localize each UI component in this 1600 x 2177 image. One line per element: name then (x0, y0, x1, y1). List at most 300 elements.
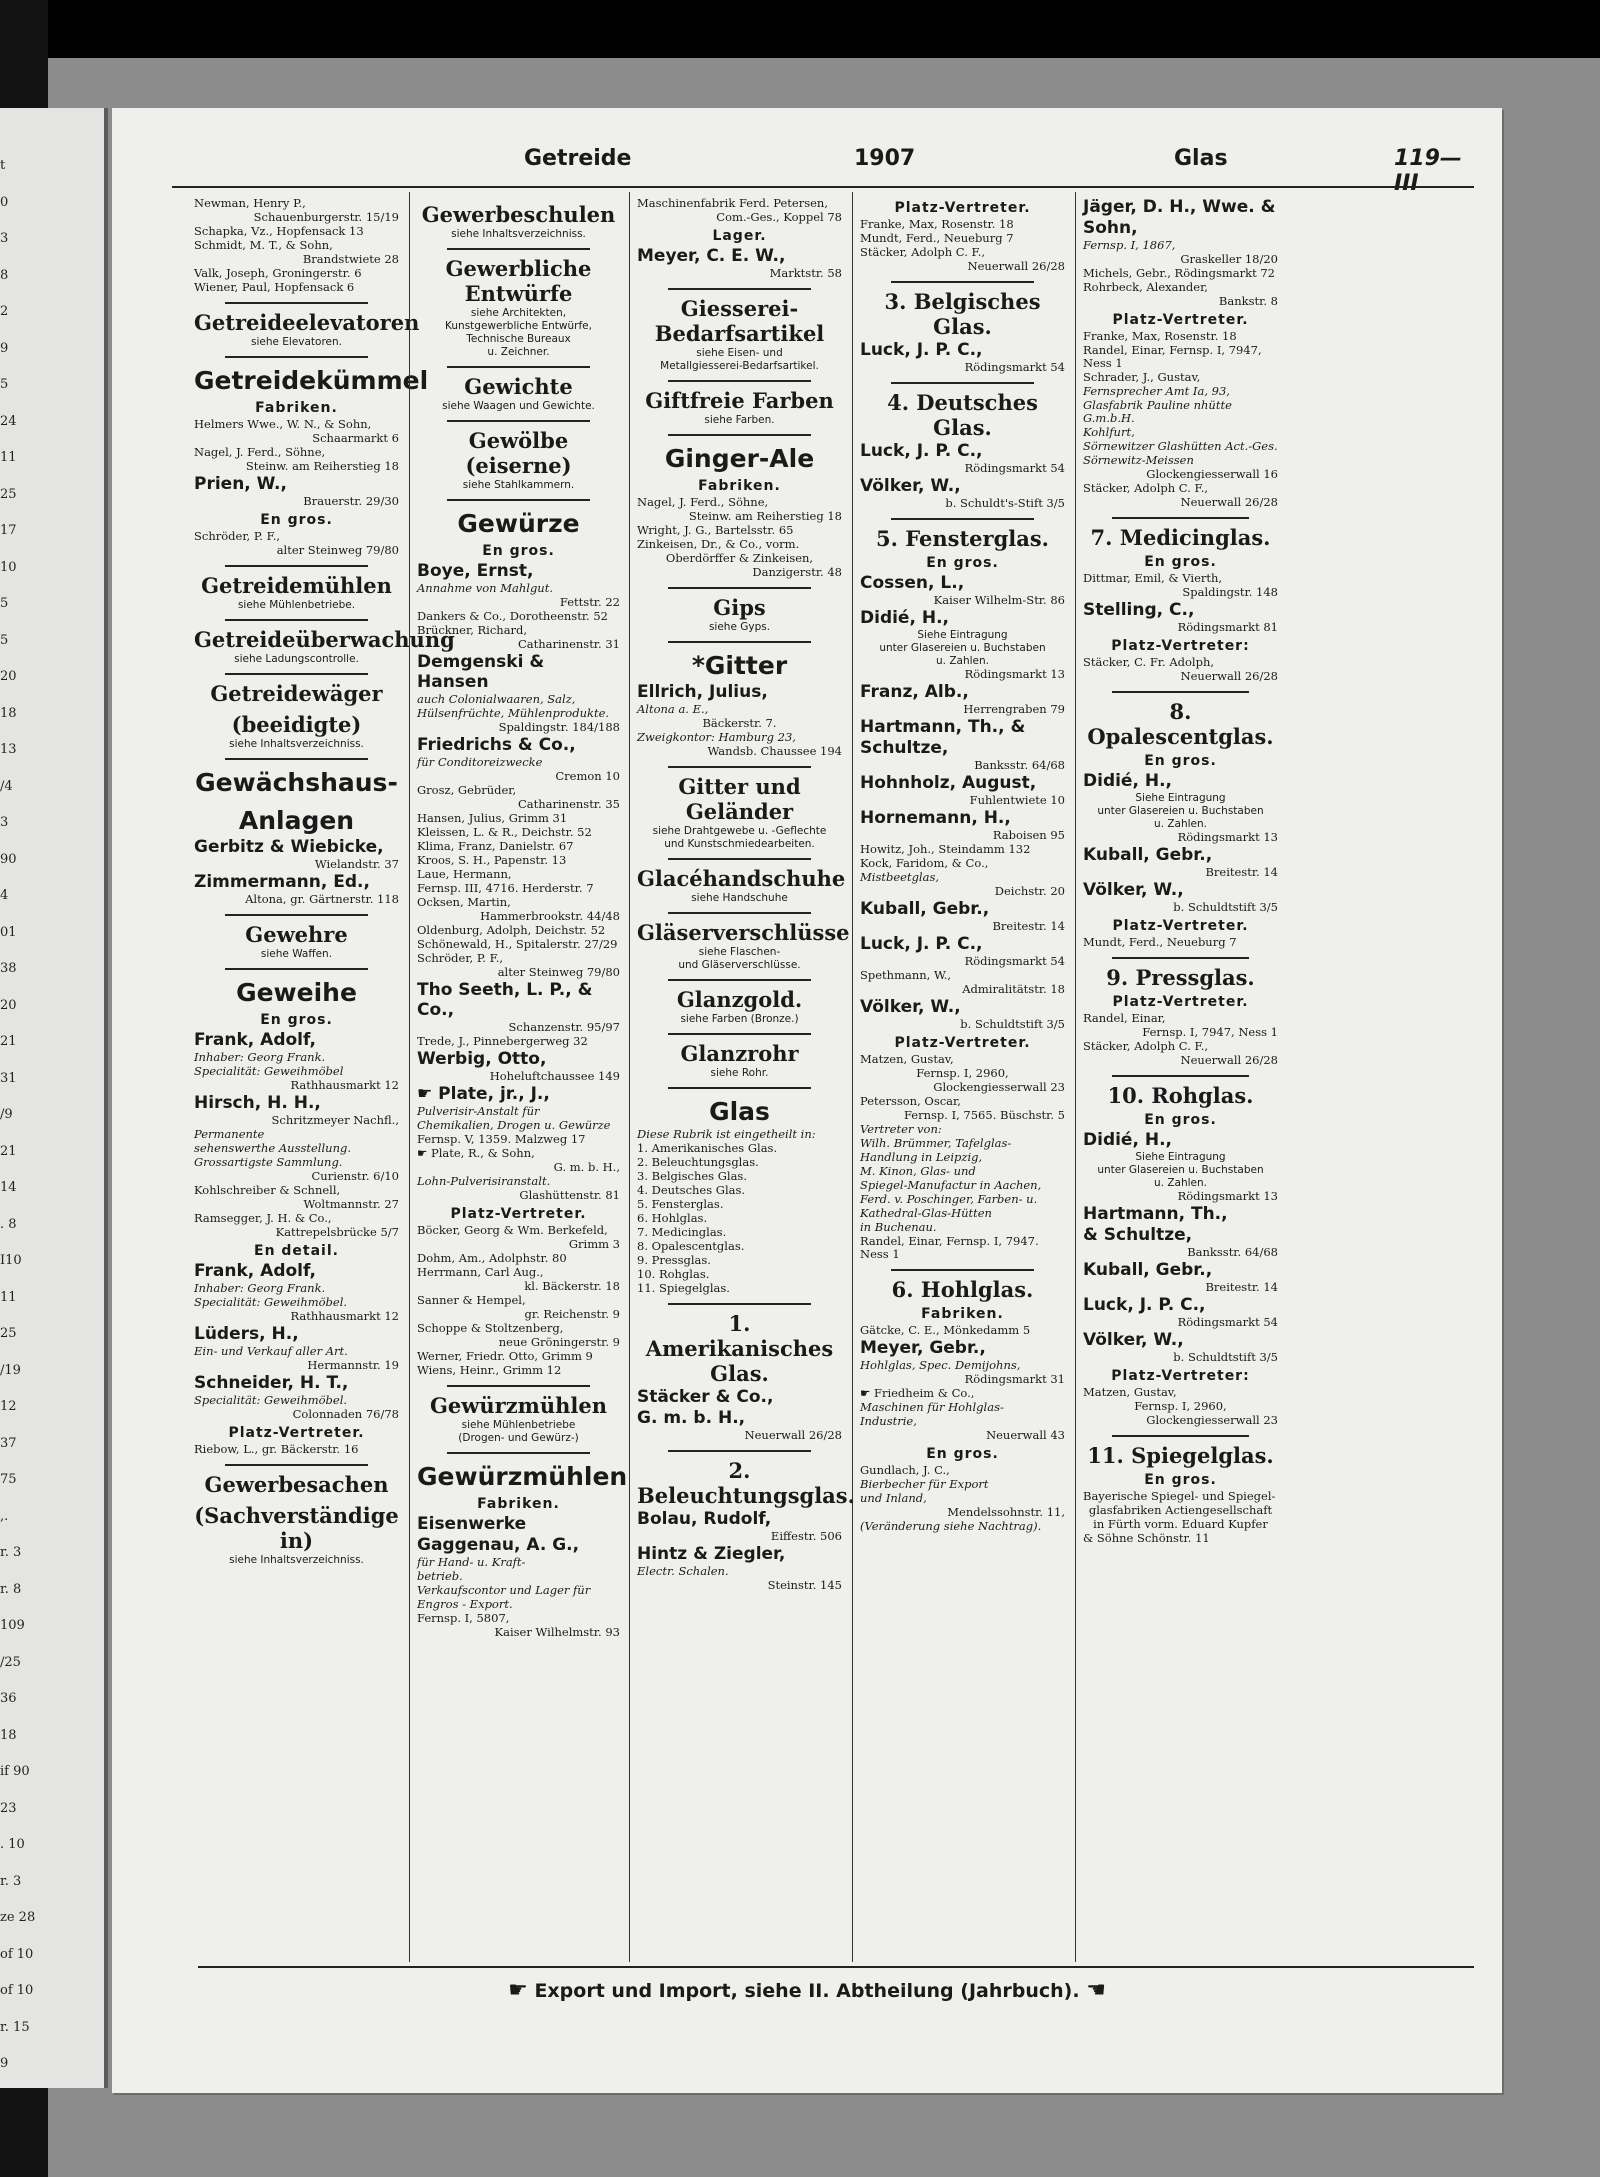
section-rule (1112, 1075, 1249, 1077)
section-rule (668, 979, 812, 981)
entry-line: Howitz, Joh., Steindamm 132 (860, 842, 1031, 856)
entry-line: Steinstr. 145 (767, 1578, 842, 1592)
entry-line: ☛ Plate, R., & Sohn, (417, 1146, 535, 1160)
entry-line: Glockengiesserwall 23 (933, 1080, 1065, 1094)
entry-line: Neuerwall 26/28 (744, 1428, 842, 1442)
firm-name: Luck, J. P. C., (1083, 1295, 1206, 1315)
entry-line: Banksstr. 64/68 (974, 758, 1065, 772)
column-divider (409, 192, 410, 1962)
entry-line: Werner, Friedr. Otto, Grimm 9 (417, 1349, 593, 1363)
left-page-fragment: ,. (0, 1508, 9, 1524)
entry-line: Chemikalien, Drogen u. Gewürze (417, 1118, 611, 1132)
left-page-fragment: 36 (0, 1691, 17, 1706)
section-heading: Glacéhandschuhe (637, 866, 846, 891)
entry-line: Valk, Joseph, Groningerstr. 6 (194, 266, 362, 280)
subheading: Platz-Vertreter. (228, 1425, 365, 1441)
firm-name: Werbig, Otto, (417, 1049, 547, 1069)
cross-reference: siehe Elevatoren. (250, 336, 343, 348)
left-page-fragment: 20 (0, 997, 17, 1013)
section-heading: Gewerbesachen (204, 1472, 389, 1497)
left-page-fragment: 3 (0, 231, 9, 246)
left-page-fragment: 25 (0, 486, 17, 502)
entry-line: Wiens, Heinr., Grimm 12 (417, 1363, 562, 1377)
entry-line: Kroos, S. H., Papenstr. 13 (417, 853, 567, 867)
section-rule (668, 434, 812, 436)
entry-line: Catharinenstr. 31 (517, 637, 620, 651)
firm-name: ☛ Plate, jr., J., (417, 1084, 550, 1104)
section-rule (891, 1269, 1035, 1271)
section-heading: 2. Beleuchtungsglas. (637, 1458, 855, 1508)
firm-name: Luck, J. P. C., (860, 441, 983, 461)
subheading: En gros. (482, 543, 555, 559)
left-page-fragment: 5 (0, 632, 9, 648)
entry-line: Matzen, Gustav, (860, 1052, 954, 1066)
section-heading: *Gitter (691, 651, 788, 680)
cross-reference: Siehe Eintragung (917, 629, 1008, 641)
left-page-fragment: /19 (0, 1362, 21, 1378)
firm-name: Hintz & Ziegler, (637, 1544, 786, 1564)
section-rule (225, 619, 369, 621)
subheading: Fabriken. (921, 1306, 1004, 1322)
left-page-fragment: 9 (0, 2056, 9, 2071)
cross-reference: u. Zeichner. (487, 346, 550, 358)
entry-line: Rathhausmarkt 12 (290, 1078, 399, 1092)
entry-line: Fernsprecher Amt Ia, 93, (1083, 384, 1230, 398)
entry-line: Kock, Faridom, & Co., (860, 856, 989, 870)
section-heading: 5. Fensterglas. (876, 526, 1049, 551)
entry-line: sehenswerthe Ausstellung. (194, 1141, 351, 1155)
cross-reference: siehe Architekten, (470, 307, 567, 319)
cross-reference: siehe Inhaltsverzeichniss. (451, 228, 586, 240)
firm-name: Schultze, (860, 738, 949, 758)
section-rule (225, 968, 369, 970)
entry-line: Rödingsmarkt 54 (1177, 1315, 1278, 1329)
section-heading: 10. Rohglas. (1107, 1083, 1254, 1108)
firm-name: Frank, Adolf, (194, 1261, 316, 1281)
entry-line: Herrengraben 79 (963, 702, 1065, 716)
section-heading: Gewürzmühlen (430, 1393, 607, 1418)
entry-line: Rödingsmarkt 54 (964, 461, 1065, 475)
entry-line: Randel, Einar, Fernsp. I, 7947. Ness 1 (860, 1234, 1039, 1261)
left-page-fragment: 9 (0, 340, 9, 356)
section-rule (225, 914, 369, 916)
entry-line: Sörnewitz-Meissen (1083, 453, 1194, 467)
left-page-fragment: 31 (0, 1070, 17, 1086)
entry-line: Schapka, Vz., Hopfensack 13 (194, 224, 364, 238)
subheading: Platz-Vertreter: (1111, 638, 1250, 654)
left-page-fragment: 3 (0, 815, 9, 830)
column-divider (1075, 192, 1076, 1962)
subheading: En gros. (260, 1012, 333, 1028)
entry-line: Bierbecher für Export (860, 1477, 989, 1491)
entry-line: Pulverisir-Anstalt für (417, 1104, 540, 1118)
entry-line: Verkaufscontor und Lager für (417, 1583, 591, 1597)
left-page-fragment: 24 (0, 413, 17, 429)
section-heading: Gewerbeschulen (421, 202, 616, 227)
entry-line: Böcker, Georg & Wm. Berkefeld, (417, 1223, 608, 1237)
section-heading: Glanzrohr (680, 1041, 799, 1066)
left-page-fragment: 75 (0, 1472, 17, 1487)
column-3 (637, 196, 855, 1961)
entry-line: Glockengiesserwall 16 (1146, 467, 1278, 481)
firm-name: Völker, W., (1083, 880, 1184, 900)
section-heading: Gewürze (457, 509, 580, 538)
section-heading: Getreideüberwachung (194, 627, 455, 652)
left-page-fragment: 25 (0, 1326, 17, 1341)
firm-name: Gaggenau, A. G., (417, 1535, 580, 1555)
cross-reference: Technische Bureaux (466, 333, 571, 345)
section-rule (1112, 517, 1249, 519)
entry-line: ☛ Friedheim & Co., (860, 1386, 975, 1400)
entry-line: Brauerstr. 29/30 (303, 494, 399, 508)
entry-line: Glashüttenstr. 81 (519, 1188, 620, 1202)
subheading: En gros. (926, 555, 999, 571)
firm-name: Zimmermann, Ed., (194, 872, 370, 892)
entry-line: Maschinenfabrik Ferd. Petersen, (637, 196, 828, 210)
cross-reference: Metallgiesserei-Bedarfsartikel. (660, 360, 819, 372)
entry-line: Helmers Wwe., W. N., & Sohn, (194, 417, 372, 431)
entry-line: 4. Deutsches Glas. (637, 1183, 746, 1197)
firm-name: Luck, J. P. C., (860, 934, 983, 954)
left-page-fragment: 38 (0, 961, 17, 976)
entry-line: Rathhausmarkt 12 (290, 1309, 399, 1323)
left-page-fragment: 12 (0, 1399, 17, 1414)
section-heading: 9. Pressglas. (1106, 965, 1255, 990)
entry-line: Ein- und Verkauf aller Art. (194, 1344, 348, 1358)
left-page-fragment: r. 8 (0, 1581, 22, 1597)
left-page-fragment: 18 (0, 1727, 17, 1743)
entry-line: Stäcker, Adolph C. F., (1083, 481, 1209, 495)
left-page-fragment: 5 (0, 377, 9, 392)
left-page-fragment: 0 (0, 194, 9, 210)
entry-line: Randel, Einar, (1083, 1011, 1166, 1025)
section-rule (447, 1452, 589, 1454)
entry-line: Vertreter von: (860, 1122, 942, 1136)
directory-page (112, 108, 1502, 2093)
entry-line: Inhaber: Georg Frank. (194, 1050, 326, 1064)
section-heading: Giftfreie Farben (645, 388, 834, 413)
subheading: En gros. (1144, 1112, 1217, 1128)
entry-line: Stäcker, C. Fr. Adolph, (1083, 655, 1215, 669)
entry-line: Handlung in Leipzig, (860, 1150, 983, 1164)
entry-line: 6. Hohlglas. (637, 1211, 708, 1225)
entry-line: Rödingsmarkt 13 (1177, 1189, 1278, 1203)
entry-line: Hoheluftchaussee 149 (489, 1069, 620, 1083)
cross-reference: Siehe Eintragung (1135, 792, 1226, 804)
left-page-fragment: 90 (0, 851, 17, 867)
entry-line: Industrie, (860, 1414, 917, 1428)
entry-line: Kohlfurt, (1083, 425, 1135, 439)
subheading: En gros. (1144, 1472, 1217, 1488)
firm-name: Didié, H., (1083, 771, 1172, 791)
entry-line: Wilh. Brümmer, Tafelglas- (860, 1136, 1012, 1150)
section-heading: Gläserverschlüsse (637, 920, 850, 945)
firm-name: Völker, W., (1083, 1330, 1184, 1350)
scan-top-border (0, 0, 1600, 58)
firm-name: Prien, W., (194, 474, 287, 494)
section-heading: Gewerbliche Entwürfe (445, 256, 592, 306)
left-page-fragment: /25 (0, 1654, 21, 1670)
firm-name: Hohnholz, August, (860, 773, 1037, 793)
section-heading: 11. Spiegelglas. (1087, 1443, 1274, 1468)
firm-name: Völker, W., (860, 476, 961, 496)
entry-line: und Inland, (860, 1491, 927, 1505)
left-page-fragment: /4 (0, 778, 13, 794)
entry-line: in Fürth vorm. Eduard Kupfer (1093, 1517, 1268, 1531)
entry-line: Hansen, Julius, Grimm 31 (417, 811, 568, 825)
left-page-fragment: 8 (0, 267, 9, 283)
entry-line: Laue, Hermann, (417, 867, 512, 881)
section-rule (447, 499, 589, 501)
entry-line: Breitestr. 14 (992, 919, 1065, 933)
left-page-fragment: 20 (0, 669, 17, 684)
left-page-fragment: 18 (0, 705, 17, 721)
left-page-fragment: r. 15 (0, 2019, 30, 2035)
entry-line: Fernsp. III, 4716. Herderstr. 7 (417, 881, 594, 895)
section-rule (1112, 691, 1249, 693)
entry-line: Franke, Max, Rosenstr. 18 (860, 217, 1014, 231)
entry-line: Specialität: Geweihmöbel. (194, 1295, 348, 1309)
entry-line: Fernsp. I, 1867, (1083, 238, 1176, 252)
left-page-fragment: 2 (0, 304, 9, 319)
firm-name: Meyer, Gebr., (860, 1338, 986, 1358)
entry-line: Woltmannstr. 27 (303, 1197, 399, 1211)
entry-line: Altona a. E., (637, 702, 709, 716)
section-heading: (beeidigte) (231, 712, 362, 737)
running-header (164, 146, 1480, 196)
entry-line: Deichstr. 20 (994, 884, 1065, 898)
entry-line: Curienstr. 6/10 (311, 1169, 399, 1183)
subheading: Platz-Vertreter. (894, 200, 1031, 216)
section-rule (225, 356, 369, 358)
section-heading: 6. Hohlglas. (891, 1277, 1034, 1302)
left-page-fragment: if 90 (0, 1764, 30, 1779)
section-rule (225, 1464, 369, 1466)
firm-name: Luck, J. P. C., (860, 340, 983, 360)
section-heading: Gewächshaus- (195, 768, 398, 797)
entry-line: Neuerwall 26/28 (1180, 669, 1278, 683)
pointing-hand-icon: ☚ (1086, 1978, 1106, 2003)
entry-line: Rödingsmarkt 13 (964, 667, 1065, 681)
section-rule (447, 366, 589, 368)
entry-line: 9. Pressglas. (637, 1253, 711, 1267)
entry-line: Kattrepelsbrücke 5/7 (275, 1225, 399, 1239)
section-rule (668, 288, 812, 290)
left-page-fragment: 14 (0, 1180, 17, 1195)
section-heading: 3. Belgisches Glas. (884, 289, 1041, 339)
entry-line: für Conditoreizwecke (417, 755, 543, 769)
cross-reference: unter Glasereien u. Buchstaben (879, 642, 1046, 654)
section-rule (668, 1087, 812, 1089)
entry-line: Michels, Gebr., Rödingsmarkt 72 (1083, 266, 1275, 280)
entry-line: Rödingsmarkt 54 (964, 360, 1065, 374)
entry-line: Dohm, Am., Adolphstr. 80 (417, 1251, 567, 1265)
header-rule (172, 186, 1474, 188)
firm-name: Bolau, Rudolf, (637, 1509, 772, 1529)
entry-line: Gundlach, J. C., (860, 1463, 950, 1477)
subheading: Lager. (712, 228, 767, 244)
left-page-fragment: t (0, 158, 6, 173)
section-rule (668, 380, 812, 382)
entry-line: Steinw. am Reiherstieg 18 (688, 509, 842, 523)
section-rule (668, 587, 812, 589)
entry-line: betrieb. (417, 1569, 463, 1583)
entry-line: Mendelssohnstr. 11, (947, 1505, 1065, 1519)
section-heading: Gewichte (464, 374, 573, 399)
section-rule (225, 673, 369, 675)
left-page-fragment: 37 (0, 1435, 17, 1451)
entry-line: Kaiser Wilhelm-Str. 86 (933, 593, 1065, 607)
left-page-fragment: . 10 (0, 1837, 25, 1852)
entry-line: Bäckerstr. 7. (702, 716, 777, 730)
entry-line: 7. Medicinglas. (637, 1225, 727, 1239)
entry-line: Schrader, J., Gustav, (1083, 370, 1201, 384)
firm-name: Cossen, L., (860, 573, 965, 593)
section-heading: (Sachverständige in) (194, 1503, 399, 1553)
entry-line: Riebow, L., gr. Bäckerstr. 16 (194, 1442, 359, 1456)
firm-name: G. m. b. H., (637, 1408, 746, 1428)
firm-name: Didié, H., (1083, 1130, 1172, 1150)
entry-line: Glasfabrik Pauline nhütte G.m.b.H. (1083, 398, 1232, 425)
column-divider (629, 192, 630, 1962)
firm-name: Hartmann, Th., & (860, 717, 1026, 737)
firm-name: Frank, Adolf, (194, 1030, 316, 1050)
entry-line: Wright, J. G., Bartelsstr. 65 (637, 523, 794, 537)
entry-line: b. Schuldtstift 3/5 (960, 1017, 1065, 1031)
entry-line: Neuerwall 26/28 (967, 259, 1065, 273)
left-page-fragment: 21 (0, 1034, 17, 1049)
section-rule (1112, 1435, 1249, 1437)
left-page-edge (0, 108, 108, 2088)
cross-reference: (Drogen- und Gewürz-) (458, 1432, 579, 1444)
section-heading: 8. Opalescentglas. (1087, 699, 1274, 749)
left-page-fragment: 01 (0, 924, 17, 940)
entry-line: Catharinenstr. 35 (517, 797, 620, 811)
firm-name: Tho Seeth, L. P., & Co., (417, 980, 593, 1020)
entry-line: Graskeller 18/20 (1180, 252, 1278, 266)
footer-rule (198, 1966, 1474, 1968)
entry-line: Diese Rubrik ist eingetheilt in: (637, 1127, 816, 1141)
entry-line: b. Schuldt's-Stift 3/5 (945, 496, 1065, 510)
cross-reference: siehe Flaschen- (698, 946, 781, 958)
entry-line: Banksstr. 64/68 (1187, 1245, 1278, 1259)
section-rule (1112, 957, 1249, 959)
left-page-fragment: 10 (0, 559, 17, 575)
cross-reference: siehe Mühlenbetriebe (461, 1419, 576, 1431)
section-rule (891, 281, 1035, 283)
entry-line: 3. Belgisches Glas. (637, 1169, 747, 1183)
cross-reference: siehe Eisen- und (696, 347, 783, 359)
section-heading: Glanzgold. (676, 987, 803, 1012)
subheading: Platz-Vertreter. (1112, 994, 1249, 1010)
entry-line: Neuerwall 26/28 (1180, 1053, 1278, 1067)
entry-line: Zweigkontor: Hamburg 23, (637, 730, 796, 744)
section-heading: Getreidemühlen (201, 573, 392, 598)
column-1 (194, 196, 455, 1961)
left-page-fragment: r. 3 (0, 1873, 22, 1889)
entry-line: in Buchenau. (860, 1220, 937, 1234)
section-heading: Ginger-Ale (664, 444, 815, 473)
entry-line: Cremon 10 (555, 769, 620, 783)
entry-line: Inhaber: Georg Frank. (194, 1281, 326, 1295)
entry-line: Fernsp. I, 5807, (417, 1611, 510, 1625)
entry-line: 10. Rohglas. (637, 1267, 710, 1281)
firm-name: Kuball, Gebr., (1083, 1260, 1213, 1280)
section-rule (668, 1303, 812, 1305)
entry-line: Kaiser Wilhelmstr. 93 (494, 1625, 620, 1639)
entry-line: Schröder, P. F., (417, 951, 504, 965)
cross-reference: u. Zahlen. (1154, 818, 1207, 830)
left-page-fragment: 13 (0, 742, 17, 757)
entry-line: Com.-Ges., Koppel 78 (716, 210, 842, 224)
subheading: Platz-Vertreter: (1111, 1368, 1250, 1384)
entry-line: Oldenburg, Adolph, Deichstr. 52 (417, 923, 606, 937)
entry-line: Breitestr. 14 (1205, 1280, 1278, 1294)
firm-name: Ellrich, Julius, (637, 682, 768, 702)
cross-reference: Siehe Eintragung (1135, 1151, 1226, 1163)
entry-line: 1. Amerikanisches Glas. (637, 1141, 778, 1155)
cross-reference: siehe Inhaltsverzeichniss. (229, 738, 364, 750)
entry-line: Mundt, Ferd., Neueburg 7 (860, 231, 1014, 245)
entry-line: Brandstwiete 28 (302, 252, 399, 266)
subheading: En gros. (260, 512, 333, 528)
entry-line: Wielandstr. 37 (314, 857, 399, 871)
footer-text: Export und Import, siehe II. Abtheilung (Jahrbuch). (534, 1980, 1080, 2002)
firm-name: Gerbitz & Wiebicke, (194, 837, 384, 857)
entry-line: Schönewald, H., Spitalerstr. 27/29 (417, 937, 618, 951)
subheading: Platz-Vertreter. (450, 1206, 587, 1222)
section-heading: Getreidekümmel (194, 366, 429, 395)
cross-reference: siehe Waagen und Gewichte. (442, 400, 595, 412)
section-rule (668, 912, 812, 914)
firm-name: Sohn, (1083, 218, 1138, 238)
entry-line: Engros - Export. (417, 1597, 513, 1611)
cross-reference: siehe Waffen. (260, 948, 333, 960)
cross-reference: siehe Inhaltsverzeichniss. (229, 1554, 364, 1566)
cross-reference: und Gläserverschlüsse. (678, 959, 801, 971)
section-heading: Gewölbe (eiserne) (465, 428, 572, 478)
column-4 (860, 196, 1065, 1961)
entry-line: Raboisen 95 (992, 828, 1065, 842)
entry-line: Fernsp. V, 1359. Malzweg 17 (417, 1132, 586, 1146)
column-5 (1083, 196, 1278, 1961)
section-heading: Getreideelevatoren (194, 310, 420, 335)
entry-line: Hammerbrookstr. 44/48 (480, 909, 620, 923)
section-rule (668, 766, 812, 768)
subheading: En gros. (1144, 554, 1217, 570)
entry-line: Spaldingstr. 184/188 (498, 720, 620, 734)
left-page-fragment: . 8 (0, 1216, 17, 1232)
entry-line: Sörnewitzer Glashütten Act.-Ges. (1083, 439, 1278, 453)
entry-line: Kathedral-Glas-Hütten (860, 1206, 992, 1220)
entry-line: 2. Beleuchtungsglas. (637, 1155, 759, 1169)
entry-line: 11. Spiegelglas. (637, 1281, 730, 1295)
subheading: En detail. (254, 1243, 339, 1259)
section-heading: Anlagen (238, 806, 355, 835)
entry-line: Newman, Henry P., (194, 196, 306, 210)
cross-reference: unter Glasereien u. Buchstaben (1097, 805, 1264, 817)
subheading: En gros. (926, 1446, 999, 1462)
entry-line: auch Colonialwaaren, Salz, (417, 692, 576, 706)
section-heading: Glas (709, 1097, 770, 1126)
entry-line: Hermannstr. 19 (307, 1358, 399, 1372)
entry-line: Herrmann, Carl Aug., (417, 1265, 544, 1279)
entry-line: Ocksen, Martin, (417, 895, 511, 909)
entry-line: Spaldingstr. 148 (1182, 585, 1278, 599)
entry-line: Bayerische Spiegel- und Spiegel- (1083, 1489, 1276, 1503)
entry-line: Neuerwall 43 (986, 1428, 1065, 1442)
entry-line: gr. Reichenstr. 9 (524, 1307, 620, 1321)
